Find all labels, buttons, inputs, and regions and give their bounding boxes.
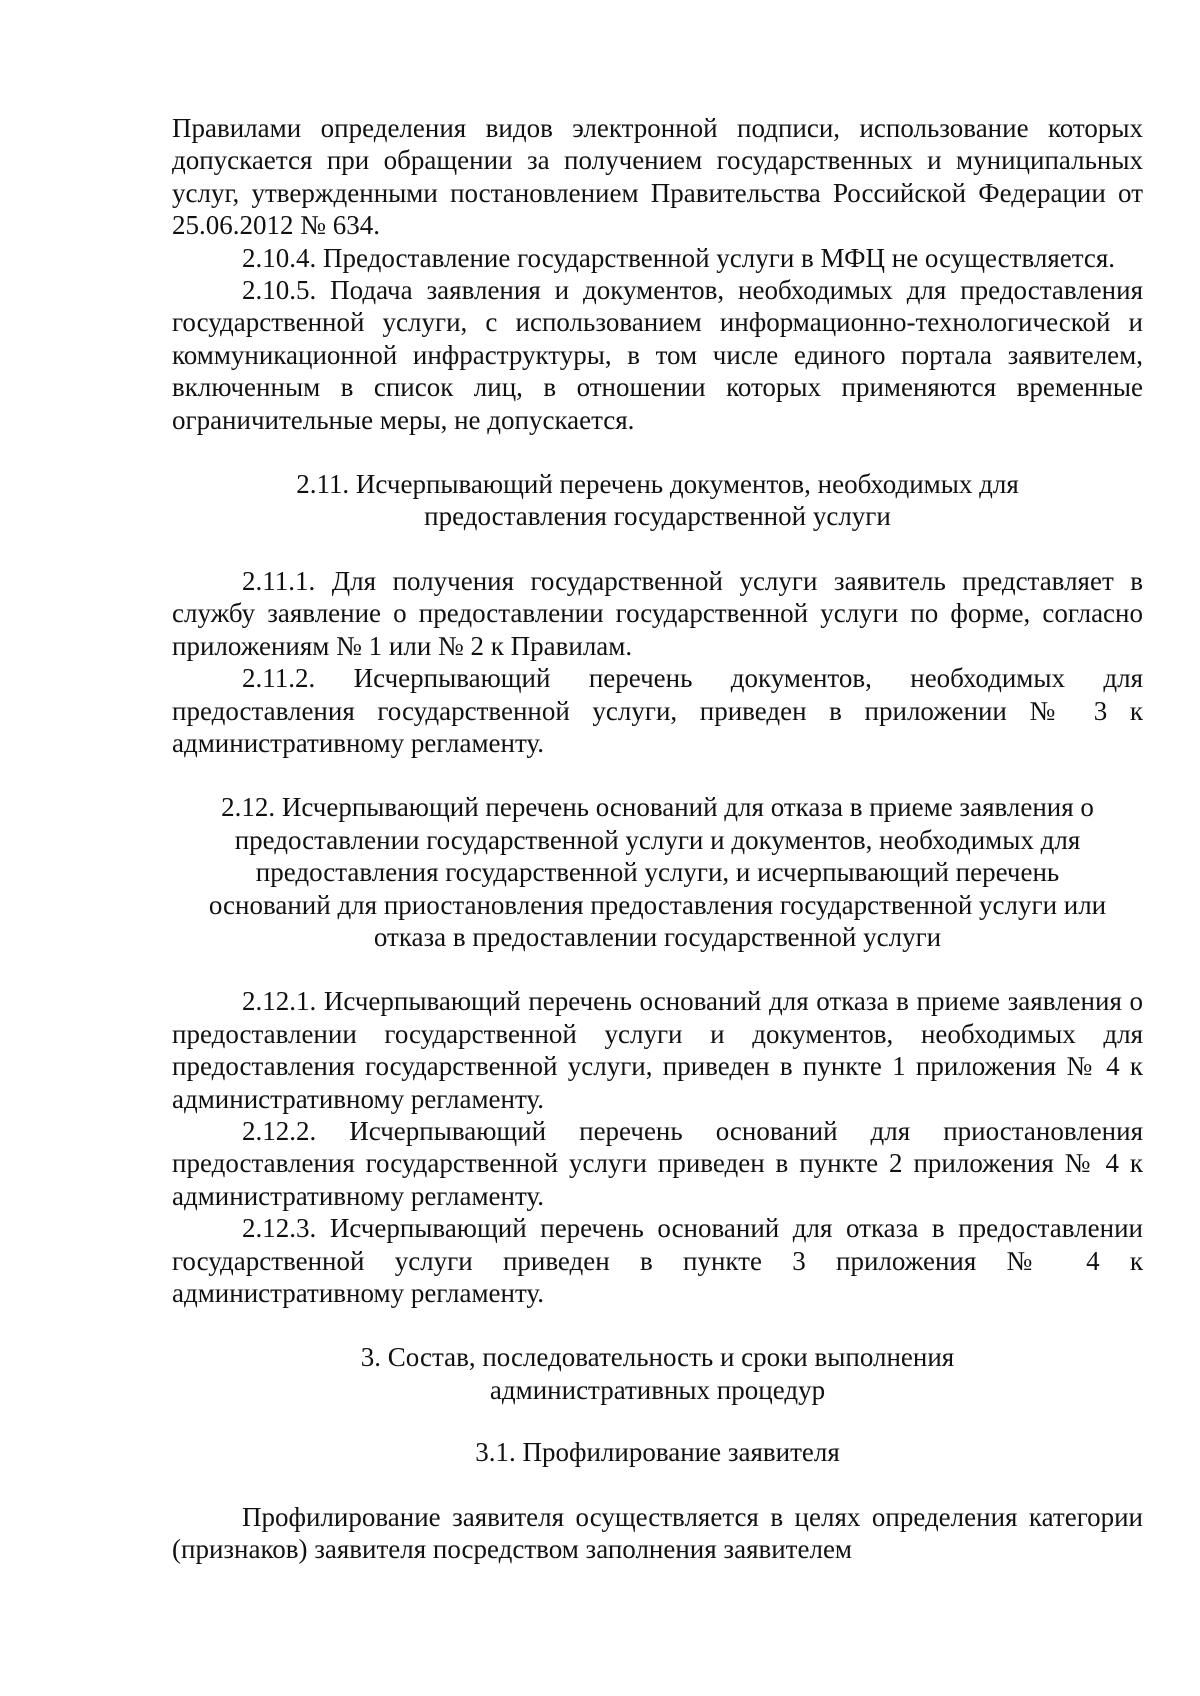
heading-line: 3. Состав, последовательность и сроки выполнения — [360, 1342, 955, 1373]
paragraph-2-11-2: 2.11.2. Исчерпывающий перечень документов, необходимых для предоставления государственной услуги, приведен в приложении № 3 к административному регламенту. — [172, 663, 1143, 758]
paragraph-2-11-1: 2.11.1. Для получения государственной услуги заявитель представляет в службу заявление о предоставлении государственной услуги по форме, согласно приложениям № 1 или № 2 к Правилам. — [172, 565, 1143, 661]
spacer — [172, 1309, 1143, 1341]
paragraph-2-12-3: 2.12.3. Исчерпывающий перечень оснований для отказа в предоставлении государственной услуги приведен в пункте 3 приложения № 4 к административному регламенту. — [172, 1213, 1143, 1308]
heading-line: отказа в предоставлении государственной услуги — [373, 921, 942, 952]
spacer — [172, 1406, 1143, 1436]
paragraph-2-12-1: 2.12.1. Исчерпывающий перечень оснований для отказа в приеме заявления о предоставлении государственной услуги и документов, необходимых для предоставления государственной услуги, приведен в пункте 1 приложения № 4 к административному регламенту. — [172, 986, 1143, 1114]
heading-2-12 — [172, 791, 1143, 953]
heading-line: 3.1. Профилирование заявителя — [475, 1437, 840, 1468]
heading-line: предоставления государственной услуги — [424, 501, 891, 532]
paragraph-2-12-2: 2.12.2. Исчерпывающий перечень оснований для приостановления предоставления государственной услуги приведен в пункте 2 приложения № 4 к административному регламенту. — [172, 1115, 1143, 1211]
spacer — [172, 1469, 1143, 1501]
paragraph-signature-rules: Правилами определения видов электронной подписи, использование которых допускается при обращении за получением государственных и муниципальных услуг, утвержденными постановлением Правительства Российской Федерации от 25.06.2012 № 634. — [172, 113, 1143, 241]
spacer — [172, 436, 1143, 468]
heading-line: 2.12. Исчерпывающий перечень оснований для отказа в приеме заявления о — [221, 792, 1094, 823]
heading-3 — [172, 1341, 1143, 1406]
heading-line: административных процедур — [489, 1374, 826, 1405]
paragraph-2-10-4: 2.10.4. Предоставление государственной услуги в МФЦ не осуществляется. — [242, 242, 1116, 273]
heading-line: предоставления государственной услуги, и исчерпывающий перечень — [255, 857, 1060, 888]
document-page — [172, 112, 1143, 1565]
spacer — [172, 533, 1143, 565]
heading-2-11 — [172, 468, 1143, 533]
paragraph-2-10-5: 2.10.5. Подача заявления и документов, необходимых для предоставления государственной услуги, с использованием информационно-технологической и коммуникационной инфраструктуры, в том числе единого портала заявителем, включенным в список лиц, в отношении которых применяются временные ограничительные меры, не допускается. — [172, 275, 1143, 435]
heading-line: 2.11. Исчерпывающий перечень документов, необходимых для — [296, 469, 1019, 500]
heading-line: предоставлении государственной услуги и документов, необходимых для — [234, 824, 1081, 855]
heading-3-1 — [172, 1436, 1143, 1468]
heading-line: оснований для приостановления предоставления государственной услуги или — [208, 889, 1107, 920]
paragraph-3-1-profiling: Профилирование заявителя осуществляется в целях определения категории (признаков) заявителя посредством заполнения заявителем — [172, 1501, 1143, 1565]
spacer — [172, 759, 1143, 791]
spacer — [172, 953, 1143, 985]
